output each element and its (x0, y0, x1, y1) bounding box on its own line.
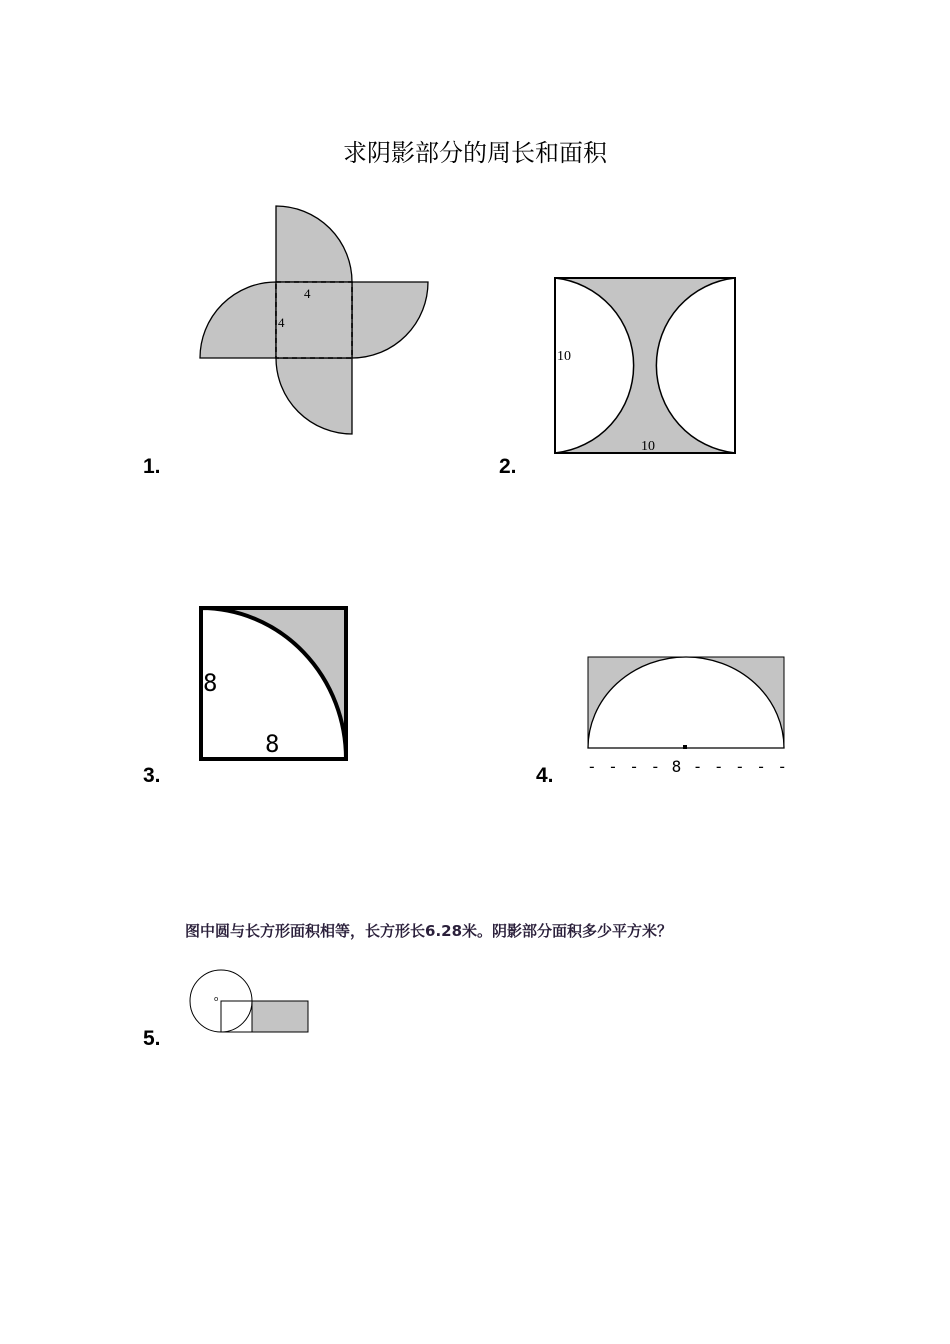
problem-4-number: 4. (536, 764, 554, 787)
center-point (683, 745, 687, 749)
center-label: o (214, 995, 219, 1003)
side-label-top: 4 (304, 286, 311, 301)
side-label-bottom: 10 (641, 439, 655, 454)
problem-3-number: 3. (143, 764, 161, 787)
problem-4-figure (580, 650, 795, 785)
pinwheel-blade-top (276, 206, 352, 282)
side-label-left: 8 (203, 669, 218, 697)
page-title: 求阴影部分的周长和面积 (343, 139, 607, 167)
problem-1-number: 1. (143, 455, 161, 478)
diameter-label: - - - - 8 - - - - - (587, 757, 787, 776)
side-label-left: 4 (278, 315, 285, 330)
problem-5-figure (183, 960, 318, 1040)
problem-2-figure (545, 270, 745, 462)
pinwheel-blade-right (352, 282, 428, 358)
pinwheel-blade-bottom (276, 358, 352, 434)
problem-1-figure (190, 196, 440, 446)
problem-2-number: 2. (499, 455, 517, 478)
problem-5-number: 5. (143, 1027, 161, 1050)
problem-3-figure (195, 602, 355, 767)
pinwheel-blade-left (200, 282, 276, 358)
problem-5-text: 图中圆与长方形面积相等，长方形长6.28米。阴影部分面积多少平方米？ (185, 922, 673, 940)
pinwheel-center-square (276, 282, 352, 358)
side-label-bottom: 8 (265, 730, 280, 758)
side-label-left: 10 (557, 349, 571, 364)
